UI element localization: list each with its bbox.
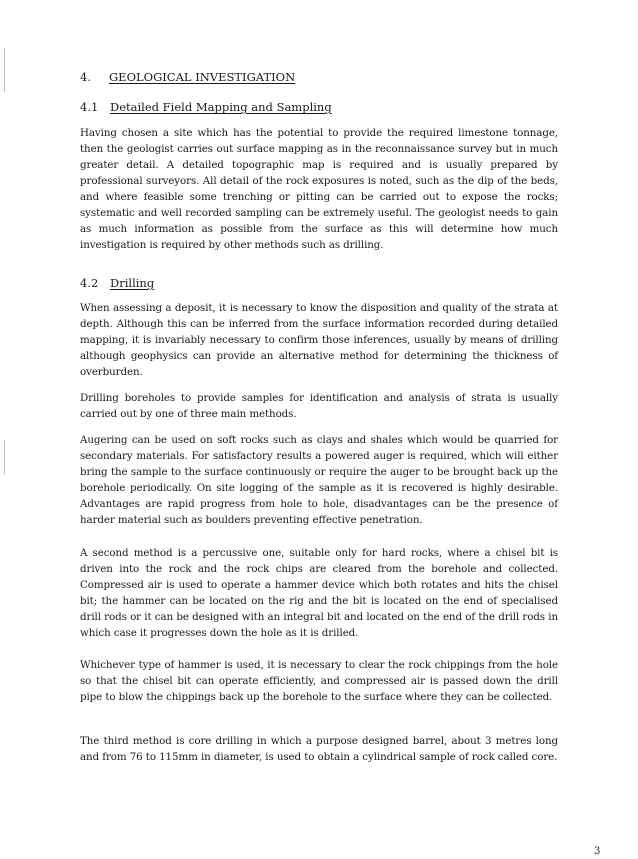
section-4-2-heading	[80, 276, 200, 290]
section-4-1-heading	[80, 100, 380, 114]
scan-margin-mark	[4, 440, 5, 474]
section-number: 4.	[80, 70, 91, 84]
section-title: Drilling	[110, 276, 155, 290]
paragraph: A second method is a percussive one, suitable only for hard rocks, where a chisel bit is driven into the rock and the rock chips are cleared from the borehole and collected. Compressed air is used to operate a hammer device which both rotates and hits the chisel bit; the hammer can be located on the rig and the bit is located on the end of specialised drill rods or it can be designed with an integral bit and located on the end of the drill rods in which case it progresses down the hole as it is drilled.	[80, 547, 558, 639]
section-title: GEOLOGICAL INVESTIGATION	[109, 70, 296, 84]
page-number: 3	[594, 846, 601, 857]
paragraph: Having chosen a site which has the potential to provide the required limestone tonnage, then the geologist carries out surface mapping as in the reconnaissance survey but in much greater detail. A detailed topographic map is required and is usually prepared by professional surveyors. All detail of the rock exposures is noted, such as the dip of the beds, and where feasible some trenching or pitting can be carried out to expose the rocks; systematic and well recorded sampling can be extremely useful. The geologist needs to gain as much information as possible from the surface as this will determine how much investigation is required by other methods such as drilling.	[80, 127, 558, 251]
section-4-heading	[80, 70, 340, 84]
scan-margin-mark	[4, 48, 5, 92]
paragraph: Whichever type of hammer is used, it is necessary to clear the rock chippings from the hole so that the chisel bit can operate efficiently, and compressed air is passed down the drill pipe to blow the chippings back up the borehole to the surface where they can be collected.	[80, 659, 558, 703]
paragraph: The third method is core drilling in which a purpose designed barrel, about 3 metres long and from 76 to 115mm in diameter, is used to obtain a cylindrical sample of rock called core.	[80, 735, 558, 763]
section-number: 4.1	[80, 100, 99, 114]
section-title: Detailed Field Mapping and Sampling	[110, 100, 332, 114]
paragraph: When assessing a deposit, it is necessary to know the disposition and quality of the strata at depth. Although this can be inferred from the surface information recorded during detailed mapping, it is invariably necessary to confirm those inferences, usually by means of drilling although geophysics can provide an alternative method for determining the thickness of overburden.	[80, 302, 558, 378]
paragraph: Augering can be used on soft rocks such as clays and shales which would be quarried for secondary materials. For satisfactory results a powered auger is required, which will either bring the sample to the surface continuously or require the auger to be brought back up the borehole periodically. On site logging of the sample as it is recovered is highly desirable. Advantages are rapid progress from hole to hole, disadvantages can be the presence of harder material such as boulders preventing effective penetration.	[80, 434, 558, 526]
paragraph: Drilling boreholes to provide samples for identification and analysis of strata is usually carried out by one of three main methods.	[80, 392, 558, 420]
section-number: 4.2	[80, 276, 99, 290]
